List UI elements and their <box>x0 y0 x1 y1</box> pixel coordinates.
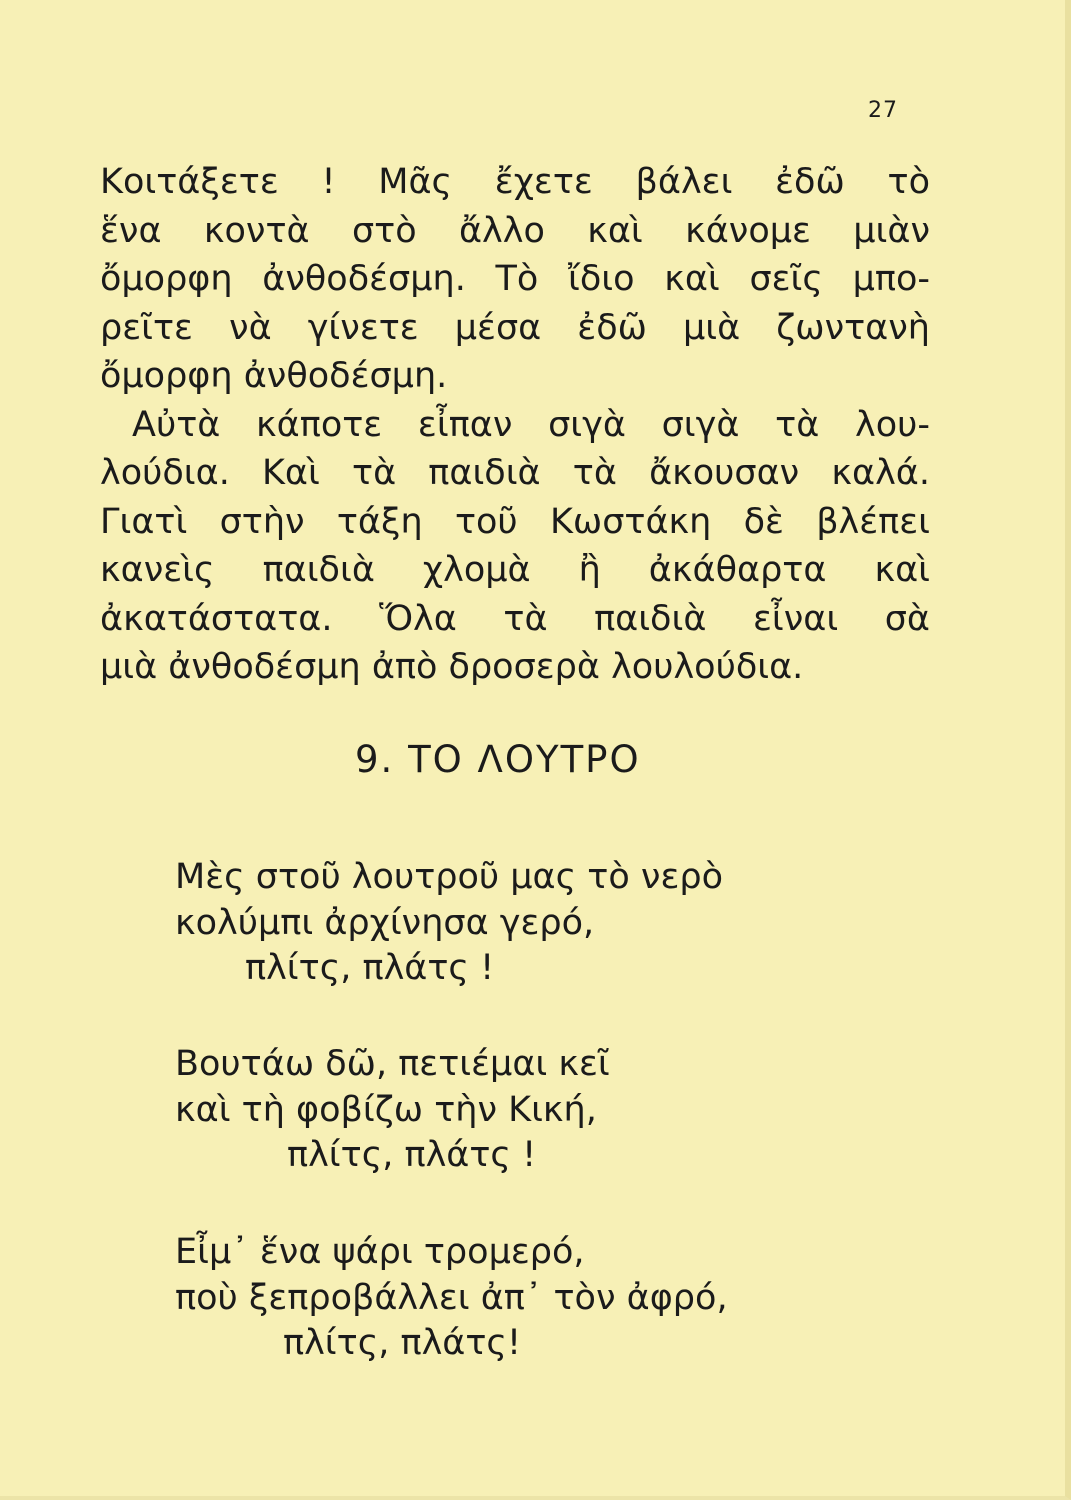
poem-line: Βουτάω δῶ, πετιέμαι κεῖ <box>175 1044 610 1084</box>
prose-block <box>100 158 930 692</box>
page-number: 27 <box>868 98 898 123</box>
prose-line: λούδια. Καὶ τὰ παιδιὰ τὰ ἄκουσαν καλά. <box>100 453 930 493</box>
prose-line: Γιατὶ στὴν τάξη τοῦ Κωστάκη δὲ βλέπει <box>100 501 930 542</box>
poem-line: Εἶμ᾽ ἕνα ψάρι τρομερό, <box>175 1232 585 1272</box>
poem-line: ποὺ ξεπροβάλλει ἀπ᾽ τὸν ἀφρό, <box>175 1277 728 1318</box>
poem-stanza-1 <box>175 855 895 992</box>
poem-refrain: πλίτς, πλάτς ! <box>287 1135 537 1175</box>
prose-line: ὄμορφη ἀνθοδέσμη. Τὸ ἴδιο καὶ σεῖς μπο- <box>100 259 930 299</box>
prose-line: Αὐτὰ κάποτε εἶπαν σιγὰ σιγὰ τὰ λου- <box>132 404 930 445</box>
poem-line: καὶ τὴ φοβίζω τὴν Κική, <box>175 1089 597 1130</box>
prose-line: κανεὶς παιδιὰ χλομὰ ἢ ἀκάθαρτα καὶ <box>100 550 930 590</box>
prose-line: ρεῖτε νὰ γίνετε μέσα ἐδῶ μιὰ ζωντανὴ <box>100 307 930 348</box>
poem-refrain: πλίτς, πλάτς ! <box>245 948 495 988</box>
prose-line: Κοιτάξετε ! Μᾶς ἔχετε βάλει ἐδῶ τὸ <box>100 162 930 202</box>
prose-line: ἕνα κοντὰ στὸ ἄλλο καὶ κάνομε μιὰν <box>100 210 930 251</box>
poem-line: κολύμπι ἀρχίνησα γερό, <box>175 902 595 943</box>
section-title: 9. ΤΟ ΛΟΥΤΡΟ <box>355 738 641 781</box>
poem-stanza-2 <box>175 1042 895 1179</box>
prose-line: ἀκατάστατα. Ὅλα τὰ παιδιὰ εἶναι σὰ <box>100 598 930 639</box>
prose-line: μιὰ ἀνθοδέσμη ἀπὸ δροσερὰ λουλούδια. <box>100 647 804 687</box>
poem-stanza-3 <box>175 1230 895 1367</box>
prose-line: ὄμορφη ἀνθοδέσμη. <box>100 356 448 396</box>
poem-refrain: πλίτς, πλάτς! <box>283 1323 521 1363</box>
poem-line: Μὲς στοῦ λουτροῦ μας τὸ νερὸ <box>175 857 724 897</box>
